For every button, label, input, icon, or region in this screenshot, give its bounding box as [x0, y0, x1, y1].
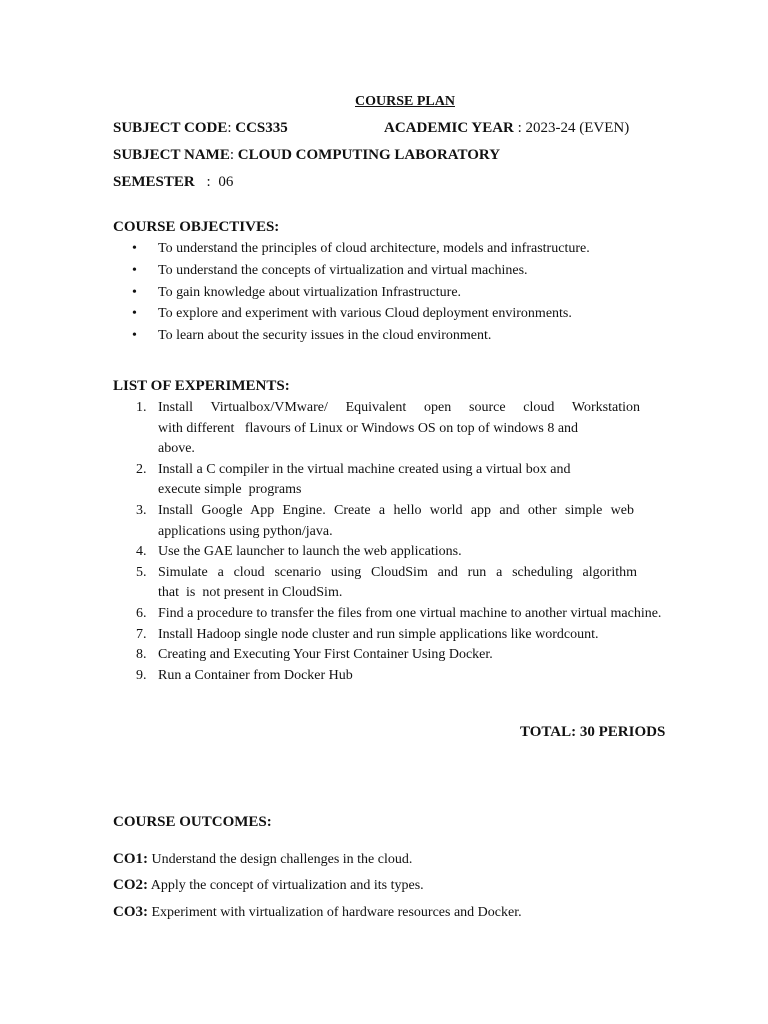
experiment-line: applications using python/java.	[158, 523, 333, 539]
experiment-item	[132, 542, 661, 563]
experiments-heading: LIST OF EXPERIMENTS:	[113, 378, 290, 394]
experiment-number: 3.	[136, 502, 147, 518]
outcome-item	[113, 851, 412, 868]
experiment-number: 5.	[136, 564, 147, 580]
experiment-line: Install Google App Engine. Create a hello world app and other simple web	[158, 502, 634, 518]
experiment-line: Creating and Executing Your First Container Using Docker.	[158, 647, 493, 663]
experiment-line: Use the GAE launcher to launch the web applications.	[158, 544, 462, 560]
objective-item: • To learn about the security issues in the cloud environment.	[132, 326, 590, 348]
experiment-line: with different flavours of Linux or Windows OS on top of windows 8 and	[158, 420, 579, 436]
experiment-line: Install Virtualbox/VMware/ Equivalent open source cloud Workstation	[158, 400, 640, 415]
experiment-number: 7.	[136, 626, 147, 642]
experiment-number: 4.	[136, 544, 147, 560]
outcome-code: CO2:	[113, 877, 148, 893]
outcomes-heading: COURSE OUTCOMES:	[113, 814, 272, 830]
total-periods: TOTAL: 30 PERIODS	[520, 724, 666, 740]
academic-year	[384, 120, 629, 137]
outcome-item	[113, 877, 424, 894]
experiment-number: 1.	[136, 400, 147, 415]
academic-year-value: 2023-24 (EVEN)	[525, 120, 630, 136]
experiment-line: that is not present in CloudSim.	[158, 585, 343, 601]
academic-year-sep: :	[517, 120, 522, 136]
experiment-number: 9.	[136, 667, 147, 683]
experiment-line: Simulate a cloud scenario using CloudSim and run a scheduling algorithm	[158, 564, 637, 580]
semester	[113, 174, 233, 191]
academic-year-label: ACADEMIC YEAR	[384, 120, 514, 136]
subject-code-sep: :	[227, 120, 232, 136]
outcome-text: Apply the concept of virtualization and its types.	[148, 878, 424, 893]
subject-code-label: SUBJECT CODE	[113, 120, 228, 136]
objectives-list	[132, 239, 590, 348]
semester-label: SEMESTER	[113, 174, 195, 190]
subject-name	[113, 147, 500, 164]
experiment-item	[132, 625, 661, 646]
experiment-line: above.	[158, 441, 195, 457]
experiments-list	[132, 398, 661, 686]
experiment-number: 2.	[136, 461, 147, 477]
experiment-number: 8.	[136, 647, 147, 663]
subject-name-value: CLOUD COMPUTING LABORATORY	[237, 147, 501, 163]
experiment-line: Find a procedure to transfer the files from one virtual machine to another virtual machine.	[158, 605, 662, 621]
outcome-text: Experiment with virtualization of hardware resources and Docker.	[148, 905, 522, 920]
semester-sep: :	[206, 174, 211, 190]
experiment-line: Run a Container from Docker Hub	[158, 667, 353, 683]
experiment-item	[132, 645, 661, 666]
outcome-code: CO1:	[113, 851, 148, 867]
experiment-item	[132, 460, 661, 501]
experiment-item	[132, 666, 661, 687]
objective-item: • To understand the principles of cloud architecture, models and infrastructure.	[132, 239, 590, 261]
experiment-line: execute simple programs	[158, 482, 302, 498]
outcome-text: Understand the design challenges in the cloud.	[148, 852, 413, 867]
objective-item: • To gain knowledge about virtualization Infrastructure.	[132, 283, 590, 305]
objectives-heading: COURSE OBJECTIVES:	[113, 219, 280, 235]
experiment-number: 6.	[136, 605, 147, 621]
experiment-line: Install Hadoop single node cluster and run simple applications like wordcount.	[158, 626, 599, 642]
objective-item: • To understand the concepts of virtualization and virtual machines.	[132, 261, 590, 283]
experiment-item	[132, 501, 661, 542]
page-title: COURSE PLAN	[355, 94, 455, 109]
objective-item: • To explore and experiment with various Cloud deployment environments.	[132, 304, 590, 326]
subject-code-value: CCS335	[235, 120, 288, 136]
experiment-item	[132, 563, 661, 604]
subject-code	[113, 120, 288, 137]
semester-value: 06	[218, 174, 234, 190]
experiment-line: Install a C compiler in the virtual machine created using a virtual box and	[158, 461, 571, 477]
experiment-item	[132, 604, 661, 625]
outcome-item	[113, 904, 522, 921]
subject-name-label: SUBJECT NAME	[113, 147, 230, 163]
outcome-code: CO3:	[113, 904, 148, 920]
experiment-item	[132, 398, 661, 460]
subject-name-sep: :	[229, 147, 235, 163]
